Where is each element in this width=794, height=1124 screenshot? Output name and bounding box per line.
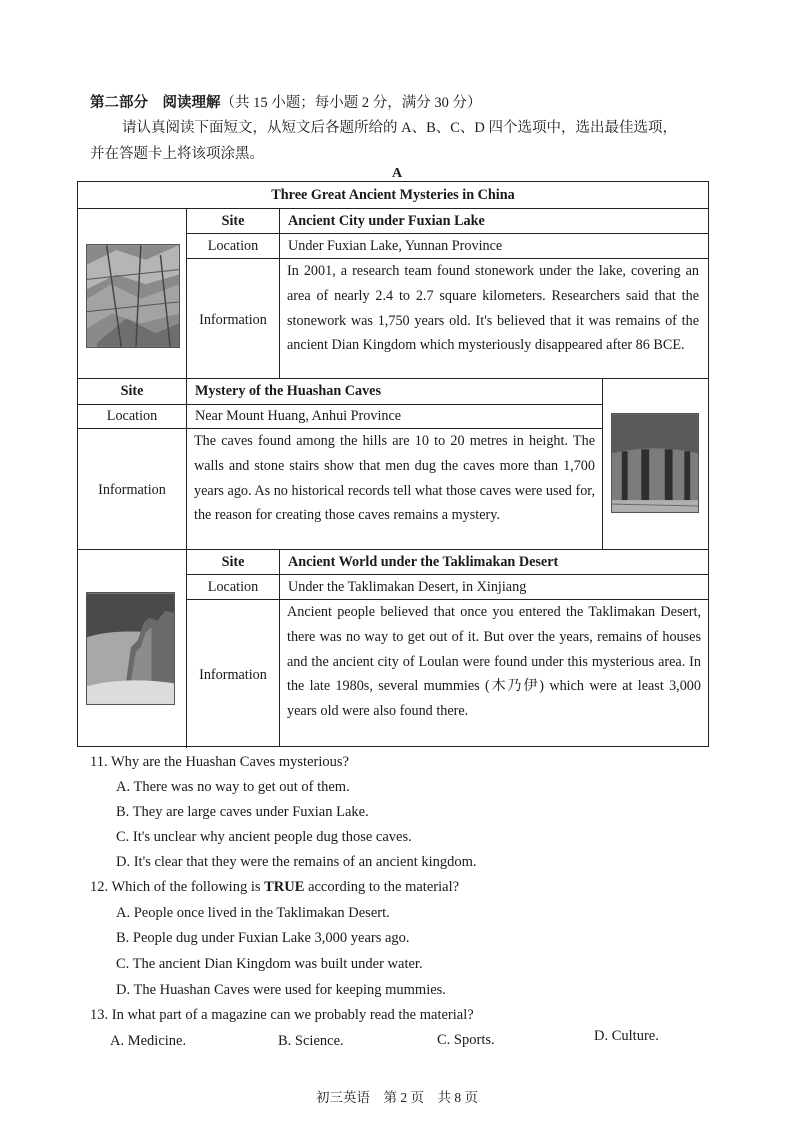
question-13 [90, 1007, 474, 1024]
stem-start: Which of the following is [111, 879, 265, 895]
section-title: 第二部分 阅读理解 [90, 95, 221, 111]
question-stem: In what part of a magazine can we probably read the material? [111, 1007, 474, 1023]
table-rule [602, 378, 603, 549]
instruction-line-1: 请认真阅读下面短文，从短文后各题所给的 A、B、C、D 四个选项中，选出最佳选项， [122, 120, 678, 136]
option-d: D. It's clear that they were the remains of an ancient kingdom. [116, 854, 477, 870]
information-label: Information [199, 312, 267, 328]
page-footer: 初三英语 第 2 页 共 8 页 [316, 1090, 478, 1105]
table-rule [279, 208, 280, 378]
option-c: C. The ancient Dian Kingdom was built under water. [116, 956, 423, 972]
location-label: Location [207, 579, 259, 595]
option-b: B. People dug under Fuxian Lake 3,000 years ago. [116, 930, 410, 946]
passage-label: A [391, 166, 403, 181]
option-c: C. Sports. [437, 1032, 495, 1048]
location-value: Near Mount Huang, Anhui Province [195, 408, 402, 424]
option-a: A. People once lived in the Taklimakan Desert. [116, 905, 390, 921]
information-text: In 2001, a research team found stonework under the lake, covering an area of nearly 2.4 to 2.7 square kilometers. Researchers said that the stonework was 1,750 years old. It's believed that it was remains of the ancient Dian Kingdom which mysteriously disappeared after 86 BCE. [287, 263, 699, 354]
question-number: 13. [90, 1007, 109, 1023]
question-number: 12. [90, 879, 109, 895]
question-number: 11. [90, 754, 108, 770]
site-name: Ancient City under Fuxian Lake [288, 213, 485, 229]
option-b: B. They are large caves under Fuxian Lake. [116, 804, 369, 820]
option-a: A. Medicine. [110, 1033, 187, 1049]
information-label: Information [199, 667, 267, 683]
table-title: Three Great Ancient Mysteries in China [271, 187, 515, 203]
site-label: Site [120, 383, 144, 399]
site-label: Site [221, 554, 245, 570]
location-value: Under Fuxian Lake, Yunnan Province [288, 238, 503, 254]
table-rule [279, 549, 280, 746]
location-label: Location [207, 238, 259, 254]
section-note: （共 15 小题；每小题 2 分，满分 30 分） [220, 95, 482, 111]
mysteries-table [77, 181, 709, 747]
information-text: The caves found among the hills are 10 to 20 metres in height. The walls and stone stairs show that men dug the caves more than 1,700 years ago. As no historical records tell what those caves were used for, the reason for creating those caves remains a mystery. [194, 433, 595, 524]
desert-ruins-photo [86, 592, 175, 705]
stem-emphasis: TRUE [264, 879, 305, 895]
question-11 [90, 754, 349, 771]
question-stem [112, 879, 460, 895]
option-a: A. There was no way to get out of them. [116, 779, 350, 795]
cave-photo [611, 413, 699, 513]
option-b: B. Science. [278, 1033, 344, 1049]
option-c: C. It's unclear why ancient people dug those caves. [116, 829, 412, 845]
location-label: Location [106, 408, 158, 424]
site-name: Ancient World under the Taklimakan Desert [288, 554, 559, 570]
question-12 [90, 879, 459, 896]
stem-end: according to the material? [304, 879, 460, 895]
site-label: Site [221, 213, 245, 229]
question-stem: Why are the Huashan Caves mysterious? [110, 754, 349, 770]
site-name: Mystery of the Huashan Caves [195, 383, 382, 399]
stonework-photo [86, 244, 180, 348]
section-header [90, 91, 482, 112]
option-d: D. Culture. [594, 1028, 659, 1044]
option-d: D. The Huashan Caves were used for keeping mummies. [116, 982, 446, 998]
information-text: Ancient people believed that once you entered the Taklimakan Desert, there was no way to get out of it. But over the years, remains of houses and the ancient city of Loulan were found under this mysterious area. In the late 1980s, several mummies (木乃伊) which were at least 3,000 years old were also found there. [287, 604, 701, 720]
information-label: Information [98, 482, 166, 498]
instruction-line-2: 并在答题卡上将该项涂黑。 [90, 146, 264, 162]
location-value: Under the Taklimakan Desert, in Xinjiang [288, 579, 527, 595]
